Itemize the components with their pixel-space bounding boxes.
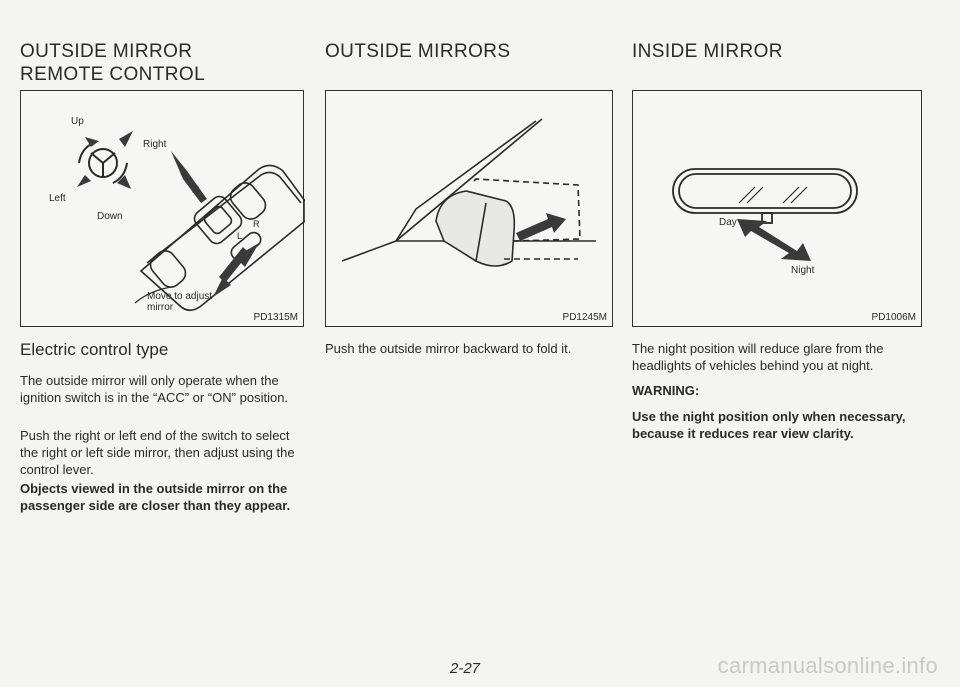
label-right: Right: [143, 139, 167, 150]
figure-outside-mirrors: [325, 90, 613, 327]
watermark: carmanualsonline.info: [717, 653, 938, 678]
figure-code: PD1315M: [253, 312, 298, 323]
paragraph-fold-mirror: Push the outside mirror backward to fold it.: [325, 341, 572, 356]
label-down: Down: [97, 211, 123, 222]
label-r: R: [253, 219, 260, 229]
figure-inside-mirror: [632, 90, 922, 327]
figure-code: PD1006M: [871, 312, 916, 323]
paragraph-warning-night: Use the night position only when necessary, because it reduces rear view clarity.: [632, 409, 906, 441]
warning-label: WARNING:: [632, 383, 700, 398]
label-night: Night: [791, 265, 815, 276]
inside-mirror-illustration: [633, 91, 923, 328]
section-title-inside-mirror: INSIDE MIRROR: [632, 41, 783, 62]
label-up: Up: [71, 116, 84, 127]
paragraph-operate: The outside mirror will only operate when the ignition switch is in the “ACC” or “ON” position.: [20, 373, 289, 405]
paragraph-select-mirror: Push the right or left end of the switch to select the right or left side mirror, then adjust using the control lever.: [20, 428, 295, 477]
label-left: Left: [49, 193, 66, 204]
label-move-to-adjust: Move to adjust mirror: [147, 291, 213, 313]
figure-code: PD1245M: [562, 312, 607, 323]
section-title-remote-control: OUTSIDE MIRROR REMOTE CONTROL: [20, 41, 206, 85]
fold-mirror-illustration: [326, 91, 614, 328]
subtitle-electric-control: Electric control type: [20, 340, 169, 359]
section-title-outside-mirrors: OUTSIDE MIRRORS: [325, 41, 511, 62]
figure-remote-control: [20, 90, 304, 327]
label-l: L: [237, 231, 243, 241]
label-day: Day: [719, 217, 737, 228]
paragraph-warning-passenger: Objects viewed in the outside mirror on the passenger side are closer than they appear.: [20, 481, 291, 513]
paragraph-night-position: The night position will reduce glare from the headlights of vehicles behind you at night.: [632, 341, 884, 373]
page-number: 2-27: [450, 660, 481, 677]
